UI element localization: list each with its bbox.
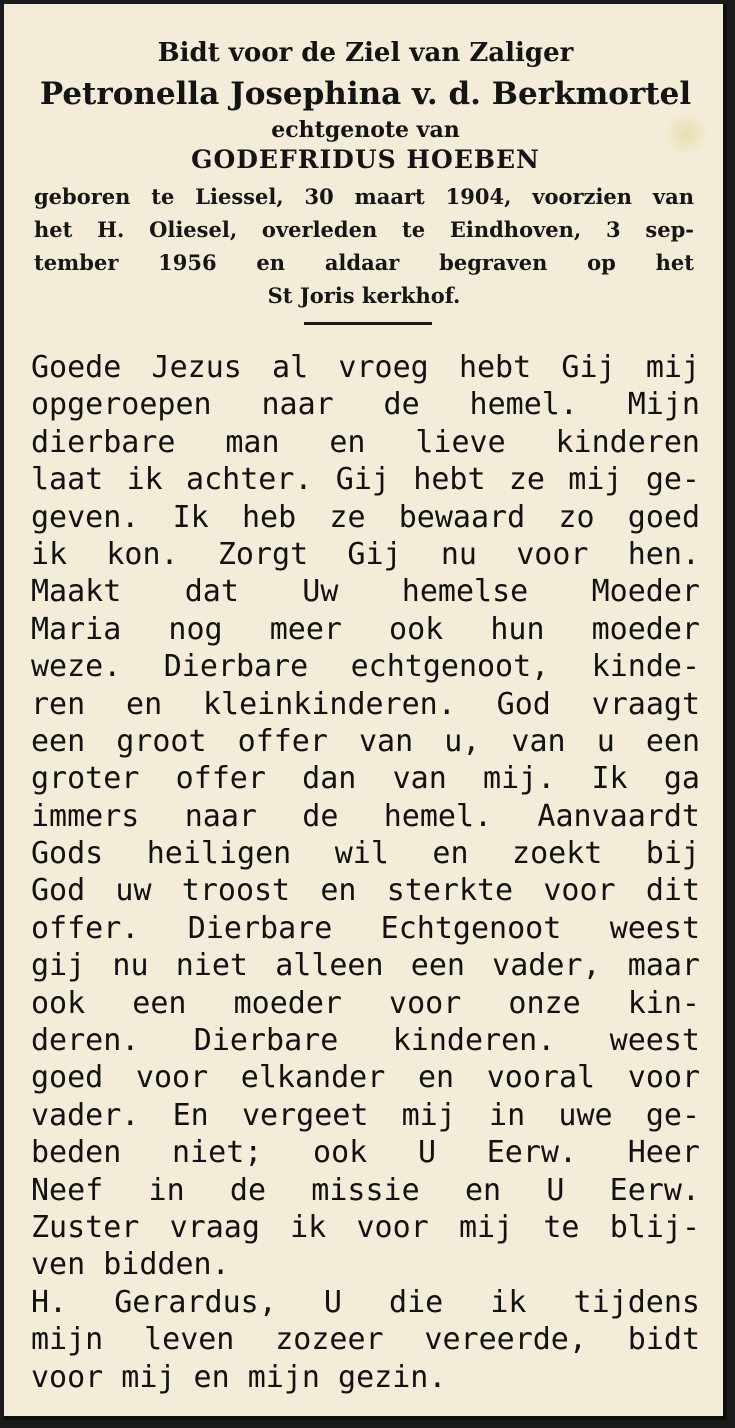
biography-block bbox=[34, 180, 694, 312]
bio-line: St Joris kerkhof. bbox=[267, 283, 461, 308]
prayer-line: ook een moeder voor onze kin- bbox=[31, 985, 700, 1021]
prayer-line: offer. Dierbare Echtgenoot weest bbox=[31, 910, 700, 946]
bio-line: het H. Oliesel, overleden te Eindhoven, 3 sep- bbox=[34, 217, 694, 242]
spouse-name: GODEFRIDUS HOEBEN bbox=[191, 145, 540, 174]
prayer-line: vader. En vergeet mij in uwe ge- bbox=[31, 1097, 700, 1133]
relation-text: echtgenote van bbox=[271, 117, 460, 143]
prayer-line: gij nu niet alleen een vader, maar bbox=[31, 948, 700, 984]
prayer-line: beden niet; ook U Eerw. Heer bbox=[31, 1135, 700, 1171]
prayer-line: Maakt dat Uw hemelse Moeder bbox=[31, 574, 700, 610]
prayer-line: goed voor elkander en vooral voor bbox=[31, 1060, 700, 1096]
memorial-card bbox=[4, 4, 727, 1420]
prayer-line: Zuster vraag ik voor mij te blij- bbox=[31, 1209, 700, 1245]
bio-line: geboren te Liessel, 30 maart 1904, voorzien van bbox=[34, 184, 694, 209]
prayer-line: Maria nog meer ook hun moeder bbox=[31, 611, 700, 647]
prayer-line: ik kon. Zorgt Gij nu voor hen. bbox=[31, 536, 700, 572]
prayer-line: opgeroepen naar de hemel. Mijn bbox=[31, 387, 700, 423]
prayer-line: weze. Dierbare echtgenoot, kinde- bbox=[31, 649, 700, 685]
prayer-line: laat ik achter. Gij hebt ze mij ge- bbox=[31, 462, 700, 498]
prayer-line: immers naar de hemel. Aanvaardt bbox=[31, 798, 700, 834]
prayer-line: ven bidden. bbox=[31, 1247, 230, 1283]
prayer-line: dierbare man en lieve kinderen bbox=[31, 424, 700, 460]
prayer-line: een groot offer van u, van u een bbox=[31, 723, 700, 759]
prayer-line: God uw troost en sterkte voor dit bbox=[31, 873, 700, 909]
prayer-text bbox=[31, 349, 700, 1396]
prayer-line: H. Gerardus, U die ik tijdens bbox=[31, 1284, 700, 1320]
prayer-line: ren en kleinkinderen. God vraagt bbox=[31, 686, 700, 722]
divider-rule bbox=[304, 322, 432, 325]
prayer-line: mijn leven zozeer vereerde, bidt bbox=[31, 1322, 700, 1358]
prayer-line: Neef in de missie en U Eerw. bbox=[31, 1172, 700, 1208]
prayer-line: groter offer dan van mij. Ik ga bbox=[31, 761, 700, 797]
prayer-line: Gods heiligen wil en zoekt bij bbox=[31, 836, 700, 872]
bio-line: tember 1956 en aldaar begraven op het bbox=[34, 250, 694, 275]
deceased-name: Petronella Josephina v. d. Berkmortel bbox=[39, 76, 692, 112]
header-invocation: Bidt voor de Ziel van Zaliger bbox=[157, 38, 574, 68]
prayer-line: geven. Ik heb ze bewaard zo goed bbox=[31, 499, 700, 535]
prayer-line: deren. Dierbare kinderen. weest bbox=[31, 1023, 700, 1059]
prayer-line: voor mij en mijn gezin. bbox=[31, 1359, 447, 1395]
prayer-line: Goede Jezus al vroeg hebt Gij mij bbox=[31, 350, 700, 385]
